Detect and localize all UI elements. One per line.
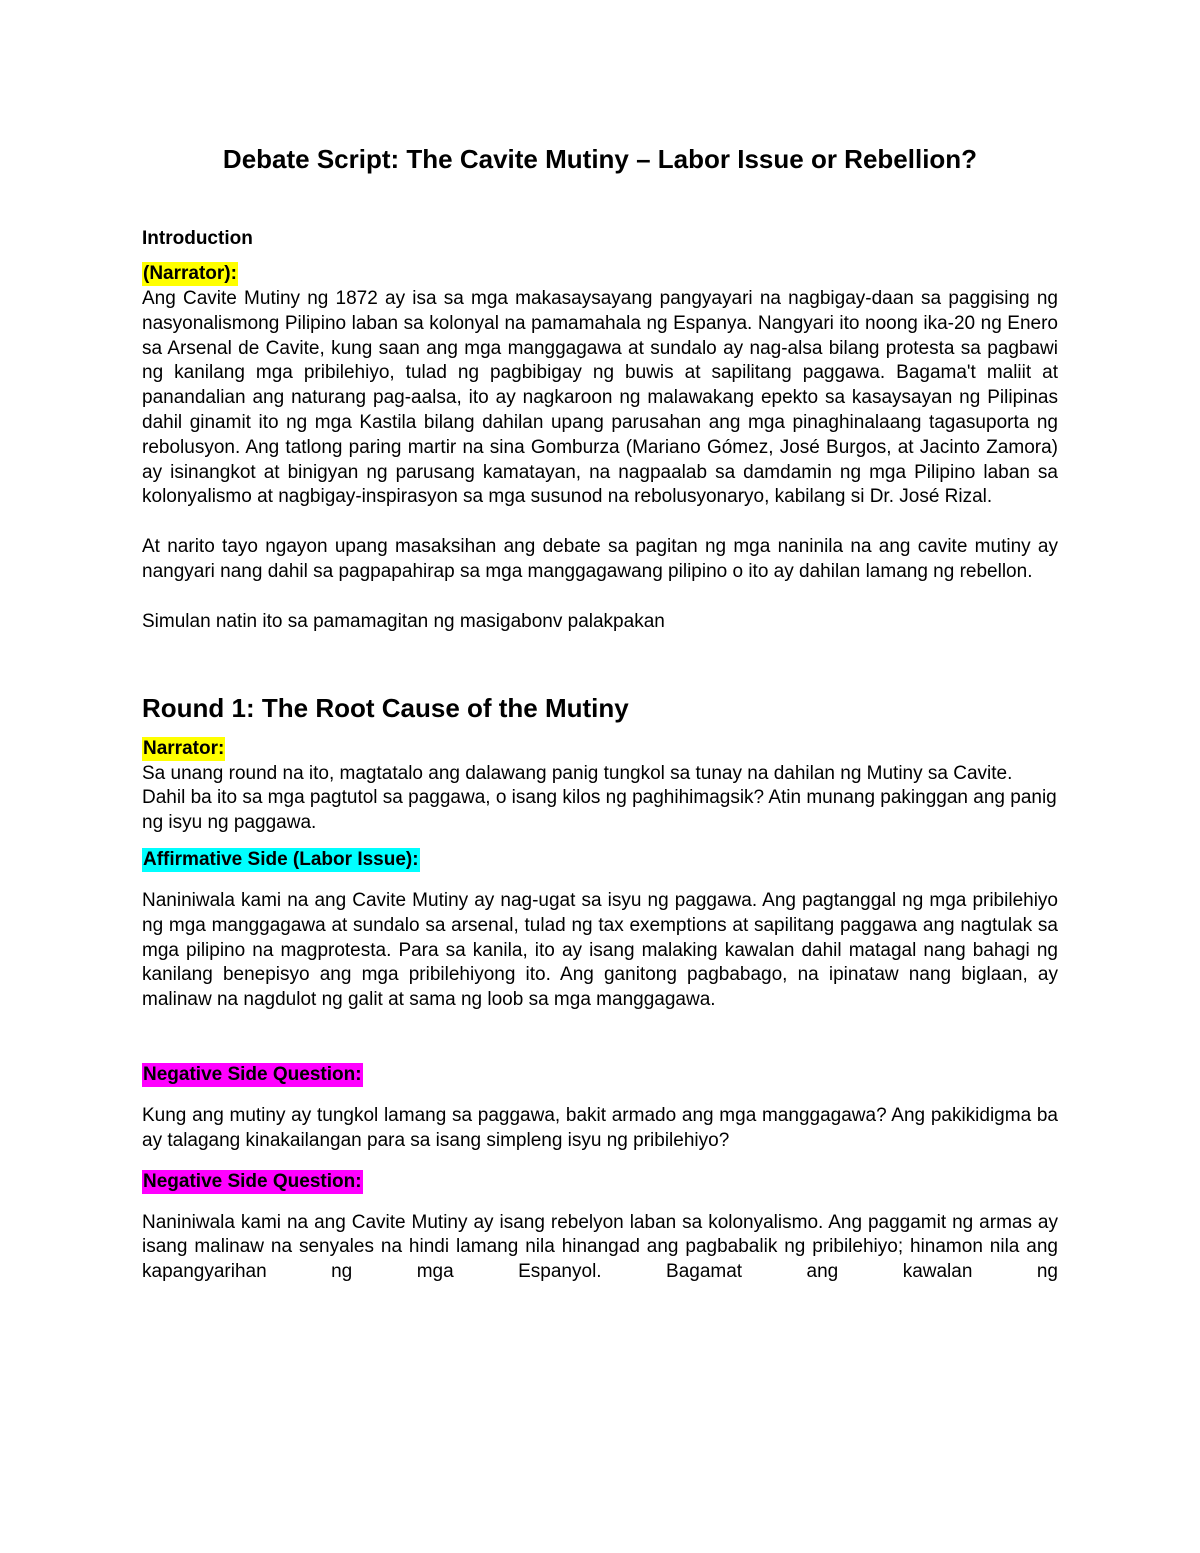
negative-question-2-label: Negative Side Question: <box>143 1170 362 1192</box>
round-1-heading: Round 1: The Root Cause of the Mutiny <box>142 692 629 723</box>
document-title: Debate Script: The Cavite Mutiny – Labor Issue or Rebellion? <box>222 144 978 174</box>
affirmative-text: Naniniwala kami na ang Cavite Mutiny ay nag-ugat sa isyu ng paggawa. Ang pagtanggal ng mga pribilehiyo ng mga manggagawa at sundalo sa arsenal, tulad ng tax exemptions at sapilitang paggawa ang nagtulak sa mga pilipino na magprotesta. Para sa kanila, ito ay isang malaking kawalan dahil matagal nang bahagi ng kanilang benepisyo ang mga pribilehiyong ito. Ang ganitong pagbabago, na ipinataw nang biglaan, ay malinaw na nagdulot ng galit at sama ng loob sa mga manggagawa. <box>142 889 1058 1011</box>
affirmative-row <box>142 848 1058 873</box>
negative-question-2-row <box>142 1170 1058 1195</box>
negative-question-1-text: Kung ang mutiny ay tungkol lamang sa paggawa, bakit armado ang mga manggagawa? Ang pakikidigma ba ay talagang kinakailangan para sa isang simpleng isyu ng pribilehiyo? <box>142 1104 1058 1151</box>
negative-question-2-text: Naniniwala kami na ang Cavite Mutiny ay isang rebelyon laban sa kolonyalismo. Ang paggamit ng armas ay isang malinaw na senyales na hindi lamang nila hinangad ang pagbabalik ng pribilehiyo; hinamon nila ang kapangyarihan ng mga Espanyol. Bagamat ang kawalan ng <box>142 1211 1058 1283</box>
negative-question-1-label: Negative Side Question: <box>143 1063 362 1085</box>
round1-narrator-label: Narrator: <box>143 737 225 759</box>
intro-paragraph-3: Simulan natin ito sa pamamagitan ng masigabonv palakpakan <box>142 610 665 632</box>
affirmative-label: Affirmative Side (Labor Issue): <box>143 848 419 870</box>
round1-narrator-text: Sa unang round na ito, magtatalo ang dalawang panig tungkol sa tunay na dahilan ng Mutiny sa Cavite. Dahil ba ito sa mga pagtutol sa paggawa, o isang kilos ng paghihimagsik? Atin munang pakinggan ang panig ng isyu ng paggawa. <box>142 762 1057 834</box>
intro-narrator-label: (Narrator): <box>143 263 237 284</box>
intro-paragraph-1: Ang Cavite Mutiny ng 1872 ay isa sa mga makasaysayang pangyayari na nagbigay-daan sa paggising ng nasyonalismong Pilipino laban sa kolonyal na pamamahala ng Espanya. Nangyari ito noong ika-20 ng Enero sa Arsenal de Cavite, kung saan ang mga manggagawa at sundalo ay nag-alsa bilang protesta sa pagbawi ng kanilang mga pribilehiyo, tulad ng pagbibigay ng buwis at sapilitang paggawa. Bagama't maliit at panandalian ang naturang pag-aalsa, ito ay nagkaroon ng malawakang epekto sa kasaysayan ng Pilipinas dahil ginamit ito ng mga Kastila bilang dahilan upang parusahan ang mga pinaghinalaang tagasuporta ng rebolusyon. Ang tatlong paring martir na sina Gomburza (Mariano Gómez, José Burgos, at Jacinto Zamora) ay isinangkot at binigyan ng parusang kamatayan, na nagpaalab sa damdamin ng mga Pilipino laban sa kolonyalismo at nagbigay-inspirasyon sa mga susunod na rebolusyonaryo, kabilang si Dr. José Rizal. <box>142 288 1058 508</box>
intro-paragraph-2: At narito tayo ngayon upang masaksihan ang debate sa pagitan ng mga naninila na ang cavite mutiny ay nangyari nang dahil sa pagpapahirap sa mga manggagawang pilipino o ito ay dahilan lamang ng rebellon. <box>142 536 1058 582</box>
intro-narrator-row <box>142 262 1058 287</box>
document-page <box>142 140 1058 1285</box>
round1-narrator-row <box>142 737 1058 762</box>
negative-question-1-row <box>142 1063 1058 1088</box>
introduction-heading: Introduction <box>142 228 253 249</box>
